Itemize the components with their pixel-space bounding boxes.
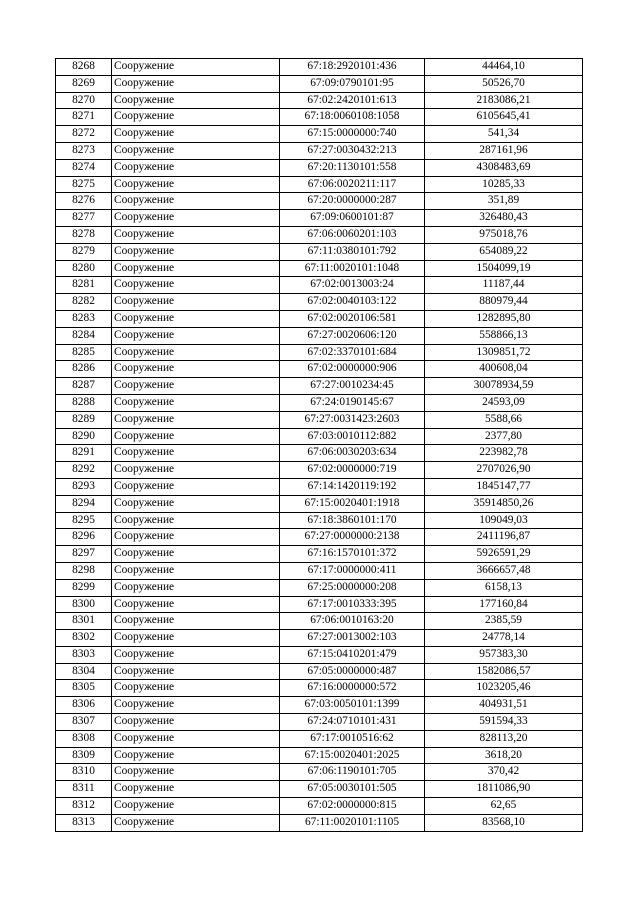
cadastral-value-cell: 1582086,57	[425, 663, 583, 680]
cadastral-value-cell: 957383,30	[425, 646, 583, 663]
cadastral-number-cell: 67:25:0000000:208	[280, 579, 425, 596]
row-number-cell: 8297	[56, 546, 112, 563]
cadastral-value-cell: 50526,70	[425, 75, 583, 92]
table-row	[56, 613, 583, 630]
table-row	[56, 646, 583, 663]
cadastral-value-cell: 10285,33	[425, 176, 583, 193]
cadastral-number-cell: 67:15:0000000:740	[280, 126, 425, 143]
table-row	[56, 697, 583, 714]
table-row	[56, 394, 583, 411]
cadastral-number-cell: 67:16:0000000:572	[280, 680, 425, 697]
cadastral-value-cell: 1282895,80	[425, 310, 583, 327]
table-row	[56, 630, 583, 647]
table-row	[56, 546, 583, 563]
object-type-cell: Сооружение	[112, 378, 280, 395]
table-row	[56, 596, 583, 613]
table-row	[56, 361, 583, 378]
row-number-cell: 8303	[56, 646, 112, 663]
table-row	[56, 798, 583, 815]
row-number-cell: 8310	[56, 764, 112, 781]
object-type-cell: Сооружение	[112, 630, 280, 647]
cadastral-value-cell: 1845147,77	[425, 478, 583, 495]
cadastral-value-cell: 3618,20	[425, 747, 583, 764]
object-type-cell: Сооружение	[112, 646, 280, 663]
row-number-cell: 8299	[56, 579, 112, 596]
table-row	[56, 529, 583, 546]
table-row	[56, 210, 583, 227]
object-type-cell: Сооружение	[112, 495, 280, 512]
row-number-cell: 8313	[56, 814, 112, 831]
cadastral-number-cell: 67:02:0000000:815	[280, 798, 425, 815]
object-type-cell: Сооружение	[112, 529, 280, 546]
cadastral-number-cell: 67:20:1130101:558	[280, 159, 425, 176]
row-number-cell: 8281	[56, 277, 112, 294]
object-type-cell: Сооружение	[112, 92, 280, 109]
row-number-cell: 8293	[56, 478, 112, 495]
cadastral-value-cell: 5926591,29	[425, 546, 583, 563]
row-number-cell: 8306	[56, 697, 112, 714]
table-row	[56, 176, 583, 193]
object-type-cell: Сооружение	[112, 411, 280, 428]
cadastral-number-cell: 67:14:1420119:192	[280, 478, 425, 495]
cadastral-number-cell: 67:02:0040103:122	[280, 294, 425, 311]
table-row	[56, 714, 583, 731]
cadastral-value-cell: 30078934,59	[425, 378, 583, 395]
object-type-cell: Сооружение	[112, 75, 280, 92]
cadastral-value-cell: 24778,14	[425, 630, 583, 647]
cadastral-number-cell: 67:20:0000000:287	[280, 193, 425, 210]
table-row	[56, 327, 583, 344]
cadastral-number-cell: 67:27:0013002:103	[280, 630, 425, 647]
row-number-cell: 8271	[56, 109, 112, 126]
object-type-cell: Сооружение	[112, 478, 280, 495]
cadastral-value-cell: 975018,76	[425, 226, 583, 243]
table-row	[56, 663, 583, 680]
object-type-cell: Сооружение	[112, 344, 280, 361]
cadastral-number-cell: 67:02:0000000:719	[280, 462, 425, 479]
table-row	[56, 730, 583, 747]
cadastral-number-cell: 67:11:0020101:1048	[280, 260, 425, 277]
table-row	[56, 310, 583, 327]
row-number-cell: 8268	[56, 59, 112, 76]
row-number-cell: 8284	[56, 327, 112, 344]
cadastral-number-cell: 67:11:0380101:792	[280, 243, 425, 260]
object-type-cell: Сооружение	[112, 126, 280, 143]
table-row	[56, 59, 583, 76]
cadastral-number-cell: 67:09:0790101:95	[280, 75, 425, 92]
row-number-cell: 8279	[56, 243, 112, 260]
row-number-cell: 8277	[56, 210, 112, 227]
cadastral-number-cell: 67:27:0010234:45	[280, 378, 425, 395]
row-number-cell: 8305	[56, 680, 112, 697]
cadastral-number-cell: 67:03:0050101:1399	[280, 697, 425, 714]
table-row	[56, 126, 583, 143]
object-type-cell: Сооружение	[112, 428, 280, 445]
object-type-cell: Сооружение	[112, 512, 280, 529]
table-row	[56, 445, 583, 462]
cadastral-number-cell: 67:02:3370101:684	[280, 344, 425, 361]
table-row	[56, 260, 583, 277]
table-row	[56, 193, 583, 210]
table-row	[56, 159, 583, 176]
object-type-cell: Сооружение	[112, 193, 280, 210]
table-row	[56, 781, 583, 798]
cadastral-number-cell: 67:24:0710101:431	[280, 714, 425, 731]
row-number-cell: 8289	[56, 411, 112, 428]
object-type-cell: Сооружение	[112, 747, 280, 764]
cadastral-value-cell: 591594,33	[425, 714, 583, 731]
cadastral-number-cell: 67:15:0410201:479	[280, 646, 425, 663]
object-type-cell: Сооружение	[112, 613, 280, 630]
object-type-cell: Сооружение	[112, 142, 280, 159]
property-registry-table	[55, 58, 583, 832]
table-row	[56, 428, 583, 445]
object-type-cell: Сооружение	[112, 663, 280, 680]
cadastral-value-cell: 1811086,90	[425, 781, 583, 798]
object-type-cell: Сооружение	[112, 59, 280, 76]
table-row	[56, 747, 583, 764]
object-type-cell: Сооружение	[112, 310, 280, 327]
table-row	[56, 462, 583, 479]
cadastral-number-cell: 67:02:0020106:581	[280, 310, 425, 327]
cadastral-number-cell: 67:06:0020211:117	[280, 176, 425, 193]
cadastral-value-cell: 62,65	[425, 798, 583, 815]
object-type-cell: Сооружение	[112, 579, 280, 596]
cadastral-value-cell: 880979,44	[425, 294, 583, 311]
object-type-cell: Сооружение	[112, 159, 280, 176]
cadastral-number-cell: 67:15:0020401:2025	[280, 747, 425, 764]
row-number-cell: 8286	[56, 361, 112, 378]
object-type-cell: Сооружение	[112, 714, 280, 731]
cadastral-value-cell: 558866,13	[425, 327, 583, 344]
row-number-cell: 8283	[56, 310, 112, 327]
object-type-cell: Сооружение	[112, 781, 280, 798]
cadastral-value-cell: 828113,20	[425, 730, 583, 747]
row-number-cell: 8291	[56, 445, 112, 462]
cadastral-value-cell: 287161,96	[425, 142, 583, 159]
object-type-cell: Сооружение	[112, 210, 280, 227]
cadastral-number-cell: 67:03:0010112:882	[280, 428, 425, 445]
cadastral-value-cell: 4308483,69	[425, 159, 583, 176]
row-number-cell: 8290	[56, 428, 112, 445]
object-type-cell: Сооружение	[112, 277, 280, 294]
cadastral-number-cell: 67:17:0010516:62	[280, 730, 425, 747]
cadastral-number-cell: 67:27:0020606:120	[280, 327, 425, 344]
cadastral-value-cell: 2377,80	[425, 428, 583, 445]
table-row	[56, 243, 583, 260]
table-row	[56, 378, 583, 395]
object-type-cell: Сооружение	[112, 243, 280, 260]
cadastral-number-cell: 67:06:0010163:20	[280, 613, 425, 630]
table-row	[56, 75, 583, 92]
cadastral-value-cell: 5588,66	[425, 411, 583, 428]
cadastral-number-cell: 67:06:0030203:634	[280, 445, 425, 462]
row-number-cell: 8273	[56, 142, 112, 159]
row-number-cell: 8298	[56, 562, 112, 579]
row-number-cell: 8294	[56, 495, 112, 512]
table-row	[56, 277, 583, 294]
cadastral-value-cell: 2411196,87	[425, 529, 583, 546]
cadastral-value-cell: 44464,10	[425, 59, 583, 76]
row-number-cell: 8278	[56, 226, 112, 243]
table-row	[56, 344, 583, 361]
object-type-cell: Сооружение	[112, 260, 280, 277]
object-type-cell: Сооружение	[112, 562, 280, 579]
cadastral-number-cell: 67:27:0030432:213	[280, 142, 425, 159]
cadastral-value-cell: 400608,04	[425, 361, 583, 378]
table-row	[56, 411, 583, 428]
cadastral-number-cell: 67:02:0000000:906	[280, 361, 425, 378]
row-number-cell: 8301	[56, 613, 112, 630]
row-number-cell: 8270	[56, 92, 112, 109]
cadastral-number-cell: 67:06:0060201:103	[280, 226, 425, 243]
object-type-cell: Сооружение	[112, 764, 280, 781]
cadastral-value-cell: 35914850,26	[425, 495, 583, 512]
cadastral-number-cell: 67:11:0020101:1105	[280, 814, 425, 831]
cadastral-value-cell: 11187,44	[425, 277, 583, 294]
cadastral-number-cell: 67:17:0000000:411	[280, 562, 425, 579]
cadastral-number-cell: 67:18:2920101:436	[280, 59, 425, 76]
row-number-cell: 8272	[56, 126, 112, 143]
cadastral-number-cell: 67:15:0020401:1918	[280, 495, 425, 512]
table-row	[56, 92, 583, 109]
table-row	[56, 512, 583, 529]
cadastral-value-cell: 109049,03	[425, 512, 583, 529]
object-type-cell: Сооружение	[112, 361, 280, 378]
cadastral-number-cell: 67:05:0000000:487	[280, 663, 425, 680]
cadastral-value-cell: 326480,43	[425, 210, 583, 227]
table-row	[56, 142, 583, 159]
row-number-cell: 8311	[56, 781, 112, 798]
object-type-cell: Сооружение	[112, 697, 280, 714]
object-type-cell: Сооружение	[112, 798, 280, 815]
row-number-cell: 8302	[56, 630, 112, 647]
cadastral-number-cell: 67:17:0010333:395	[280, 596, 425, 613]
cadastral-number-cell: 67:05:0030101:505	[280, 781, 425, 798]
table-row	[56, 109, 583, 126]
row-number-cell: 8288	[56, 394, 112, 411]
row-number-cell: 8300	[56, 596, 112, 613]
cadastral-value-cell: 24593,09	[425, 394, 583, 411]
row-number-cell: 8280	[56, 260, 112, 277]
object-type-cell: Сооружение	[112, 445, 280, 462]
cadastral-number-cell: 67:06:1190101:705	[280, 764, 425, 781]
table-row	[56, 764, 583, 781]
table-row	[56, 562, 583, 579]
cadastral-number-cell: 67:24:0190145:67	[280, 394, 425, 411]
row-number-cell: 8296	[56, 529, 112, 546]
cadastral-value-cell: 541,34	[425, 126, 583, 143]
cadastral-value-cell: 1504099,19	[425, 260, 583, 277]
cadastral-value-cell: 2707026,90	[425, 462, 583, 479]
row-number-cell: 8304	[56, 663, 112, 680]
object-type-cell: Сооружение	[112, 294, 280, 311]
object-type-cell: Сооружение	[112, 327, 280, 344]
cadastral-number-cell: 67:18:0060108:1058	[280, 109, 425, 126]
row-number-cell: 8276	[56, 193, 112, 210]
cadastral-value-cell: 370,42	[425, 764, 583, 781]
table-row	[56, 579, 583, 596]
cadastral-value-cell: 2183086,21	[425, 92, 583, 109]
cadastral-number-cell: 67:16:1570101:372	[280, 546, 425, 563]
row-number-cell: 8312	[56, 798, 112, 815]
row-number-cell: 8282	[56, 294, 112, 311]
table-row	[56, 814, 583, 831]
table-row	[56, 495, 583, 512]
cadastral-value-cell: 177160,84	[425, 596, 583, 613]
cadastral-value-cell: 6105645,41	[425, 109, 583, 126]
object-type-cell: Сооружение	[112, 226, 280, 243]
object-type-cell: Сооружение	[112, 394, 280, 411]
cadastral-number-cell: 67:27:0000000:2138	[280, 529, 425, 546]
row-number-cell: 8269	[56, 75, 112, 92]
table-row	[56, 680, 583, 697]
cadastral-value-cell: 1309851,72	[425, 344, 583, 361]
cadastral-value-cell: 1023205,46	[425, 680, 583, 697]
object-type-cell: Сооружение	[112, 109, 280, 126]
cadastral-value-cell: 2385,59	[425, 613, 583, 630]
cadastral-number-cell: 67:27:0031423:2603	[280, 411, 425, 428]
object-type-cell: Сооружение	[112, 546, 280, 563]
object-type-cell: Сооружение	[112, 814, 280, 831]
cadastral-value-cell: 6158,13	[425, 579, 583, 596]
cadastral-number-cell: 67:02:2420101:613	[280, 92, 425, 109]
cadastral-value-cell: 3666657,48	[425, 562, 583, 579]
row-number-cell: 8309	[56, 747, 112, 764]
cadastral-value-cell: 223982,78	[425, 445, 583, 462]
row-number-cell: 8274	[56, 159, 112, 176]
object-type-cell: Сооружение	[112, 680, 280, 697]
object-type-cell: Сооружение	[112, 596, 280, 613]
row-number-cell: 8287	[56, 378, 112, 395]
cadastral-value-cell: 83568,10	[425, 814, 583, 831]
table-row	[56, 294, 583, 311]
cadastral-value-cell: 404931,51	[425, 697, 583, 714]
cadastral-number-cell: 67:09:0600101:87	[280, 210, 425, 227]
cadastral-value-cell: 654089,22	[425, 243, 583, 260]
row-number-cell: 8285	[56, 344, 112, 361]
registry-table-body	[56, 59, 583, 832]
row-number-cell: 8307	[56, 714, 112, 731]
row-number-cell: 8295	[56, 512, 112, 529]
table-row	[56, 478, 583, 495]
table-row	[56, 226, 583, 243]
object-type-cell: Сооружение	[112, 462, 280, 479]
cadastral-number-cell: 67:02:0013003:24	[280, 277, 425, 294]
row-number-cell: 8308	[56, 730, 112, 747]
row-number-cell: 8292	[56, 462, 112, 479]
row-number-cell: 8275	[56, 176, 112, 193]
object-type-cell: Сооружение	[112, 176, 280, 193]
object-type-cell: Сооружение	[112, 730, 280, 747]
cadastral-value-cell: 351,89	[425, 193, 583, 210]
cadastral-number-cell: 67:18:3860101:170	[280, 512, 425, 529]
